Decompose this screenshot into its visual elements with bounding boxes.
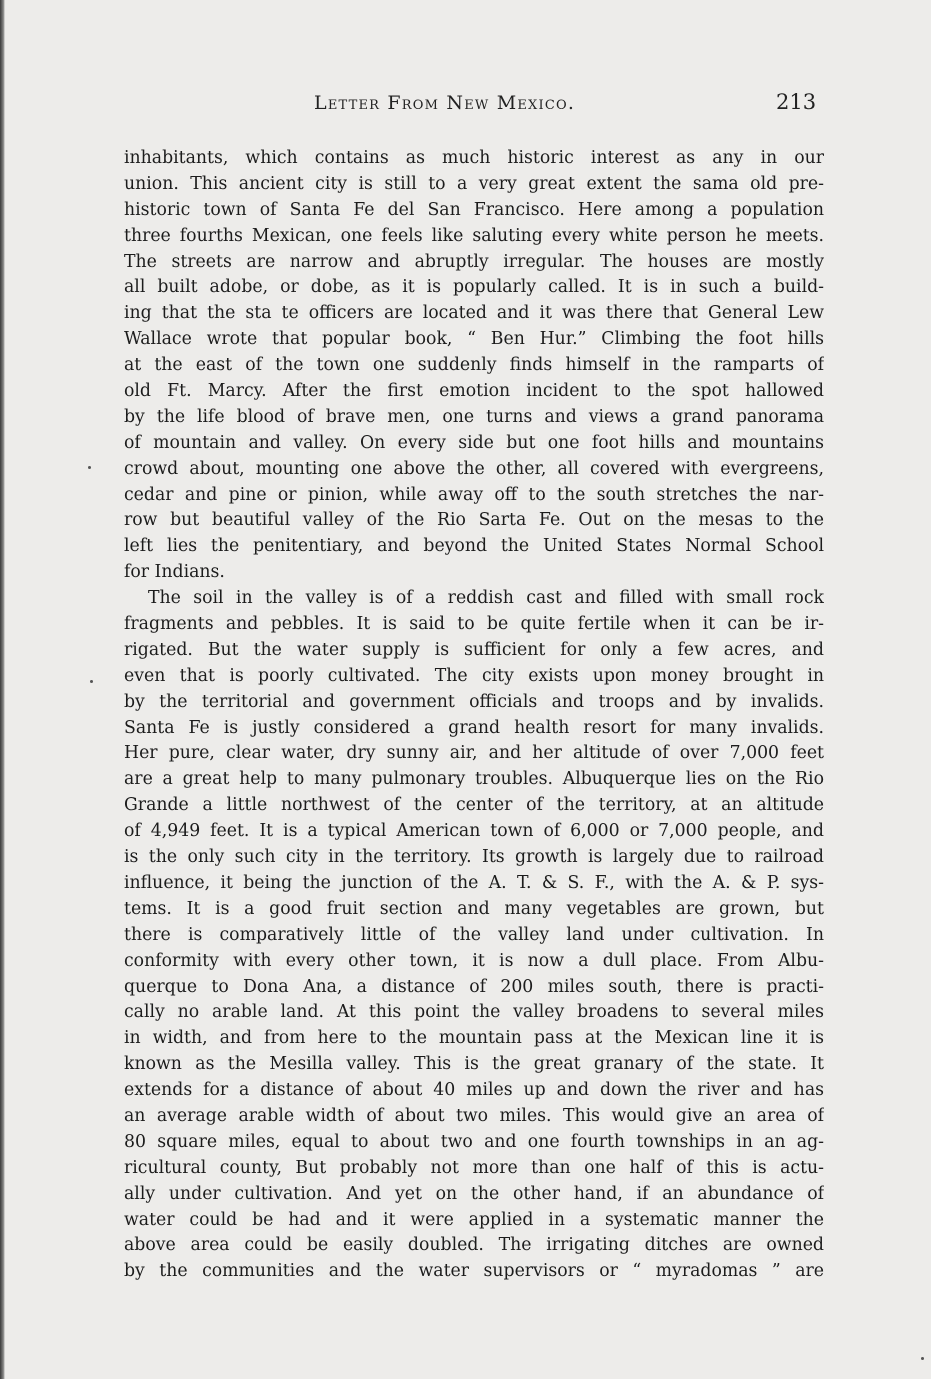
- text-line: are a great help to many pulmonary troubles. Albuquerque lies on the Rio: [124, 769, 824, 790]
- text-line: rigated. But the water supply is sufficient for only a few acres, and: [124, 639, 824, 660]
- text-line: Grande a little northwest of the center of the territory, at an altitude: [124, 795, 824, 816]
- text-line: of 4,949 feet. It is a typical American town of 6,000 or 7,000 people, and: [124, 821, 824, 842]
- paper-speck: [88, 466, 91, 469]
- text-line: of mountain and valley. On every side but one foot hills and mountains: [124, 432, 824, 453]
- page-number: 213: [776, 90, 817, 114]
- text-line: in width, and from here to the mountain pass at the Mexican line it is: [124, 1028, 824, 1049]
- text-line: by the territorial and government officials and troops and by invalids.: [124, 691, 824, 712]
- running-head: [0, 92, 931, 122]
- text-line: union. This ancient city is still to a very great extent the sama old pre-: [124, 173, 824, 194]
- text-line: ing that the sta te officers are located and it was there that General Lew: [124, 303, 824, 324]
- text-line: crowd about, mounting one above the other, all covered with evergreens,: [124, 458, 824, 479]
- text-line: old Ft. Marcy. After the first emotion incident to the spot hallowed: [124, 381, 824, 402]
- text-line: 80 square miles, equal to about two and one fourth townships in an ag-: [124, 1131, 824, 1152]
- text-line: tems. It is a good fruit section and many vegetables are grown, but: [124, 898, 824, 919]
- text-line: water could be had and it were applied in a systematic manner the: [124, 1209, 824, 1230]
- text-line: an average arable width of about two miles. This would give an area of: [124, 1105, 824, 1126]
- text-line: known as the Mesilla valley. This is the great granary of the state. It: [124, 1054, 824, 1075]
- paragraph-start-line: The soil in the valley is of a reddish cast and filled with small rock: [148, 588, 824, 609]
- text-line: ally under cultivation. And yet on the other hand, if an abundance of: [124, 1183, 824, 1204]
- text-line: inhabitants, which contains as much historic interest as any in our: [124, 148, 824, 168]
- text-line: ricultural county, But probably not more than one half of this is actu-: [124, 1157, 824, 1178]
- binding-edge: [0, 0, 5, 1379]
- text-line: conformity with every other town, it is now a dull place. From Albu-: [124, 950, 824, 971]
- text-line: Santa Fe is justly considered a grand health resort for many invalids.: [124, 717, 824, 738]
- text-line: there is comparatively little of the valley land under cultivation. In: [124, 924, 824, 945]
- text-line: by the communities and the water supervisors or “ myradomas ” are: [124, 1261, 824, 1282]
- text-line: cally no arable land. At this point the valley broadens to several miles: [124, 1002, 824, 1023]
- text-line: Her pure, clear water, dry sunny air, and her altitude of over 7,000 feet: [124, 743, 824, 764]
- text-line: even that is poorly cultivated. The city exists upon money brought in: [124, 665, 824, 686]
- text-line: Wallace wrote that popular book, “ Ben Hur.” Climbing the foot hills: [124, 329, 824, 350]
- text-line: is the only such city in the territory. Its growth is largely due to railroad: [124, 847, 824, 868]
- running-title: Letter From New Mexico.: [314, 92, 576, 114]
- text-line: by the life blood of brave men, one turns and views a grand panorama: [124, 406, 824, 427]
- body-text: [124, 146, 824, 1285]
- paragraph-end-line: for Indians.: [124, 562, 225, 583]
- text-line: fragments and pebbles. It is said to be quite fertile when it can be ir-: [124, 614, 824, 635]
- paper-speck: [90, 680, 93, 683]
- text-line: all built adobe, or dobe, as it is popularly called. It is in such a build-: [124, 277, 824, 298]
- text-line: querque to Dona Ana, a distance of 200 miles south, there is practi-: [124, 976, 824, 997]
- text-line: row but beautiful valley of the Rio Sarta Fe. Out on the mesas to the: [124, 510, 824, 531]
- text-line: left lies the penitentiary, and beyond the United States Normal School: [124, 536, 824, 557]
- text-line: cedar and pine or pinion, while away off to the south stretches the nar-: [124, 484, 824, 505]
- text-line: three fourths Mexican, one feels like saluting every white person he meets.: [124, 225, 824, 246]
- text-line: at the east of the town one suddenly finds himself in the ramparts of: [124, 355, 824, 376]
- text-line: above area could be easily doubled. The irrigating ditches are owned: [124, 1235, 824, 1256]
- paper-speck: [921, 1357, 924, 1360]
- text-line: extends for a distance of about 40 miles up and down the river and has: [124, 1080, 824, 1101]
- text-line: influence, it being the junction of the A. T. & S. F., with the A. & P. sys-: [124, 872, 824, 893]
- text-line: historic town of Santa Fe del San Francisco. Here among a population: [124, 199, 824, 220]
- text-line: The streets are narrow and abruptly irregular. The houses are mostly: [124, 251, 824, 272]
